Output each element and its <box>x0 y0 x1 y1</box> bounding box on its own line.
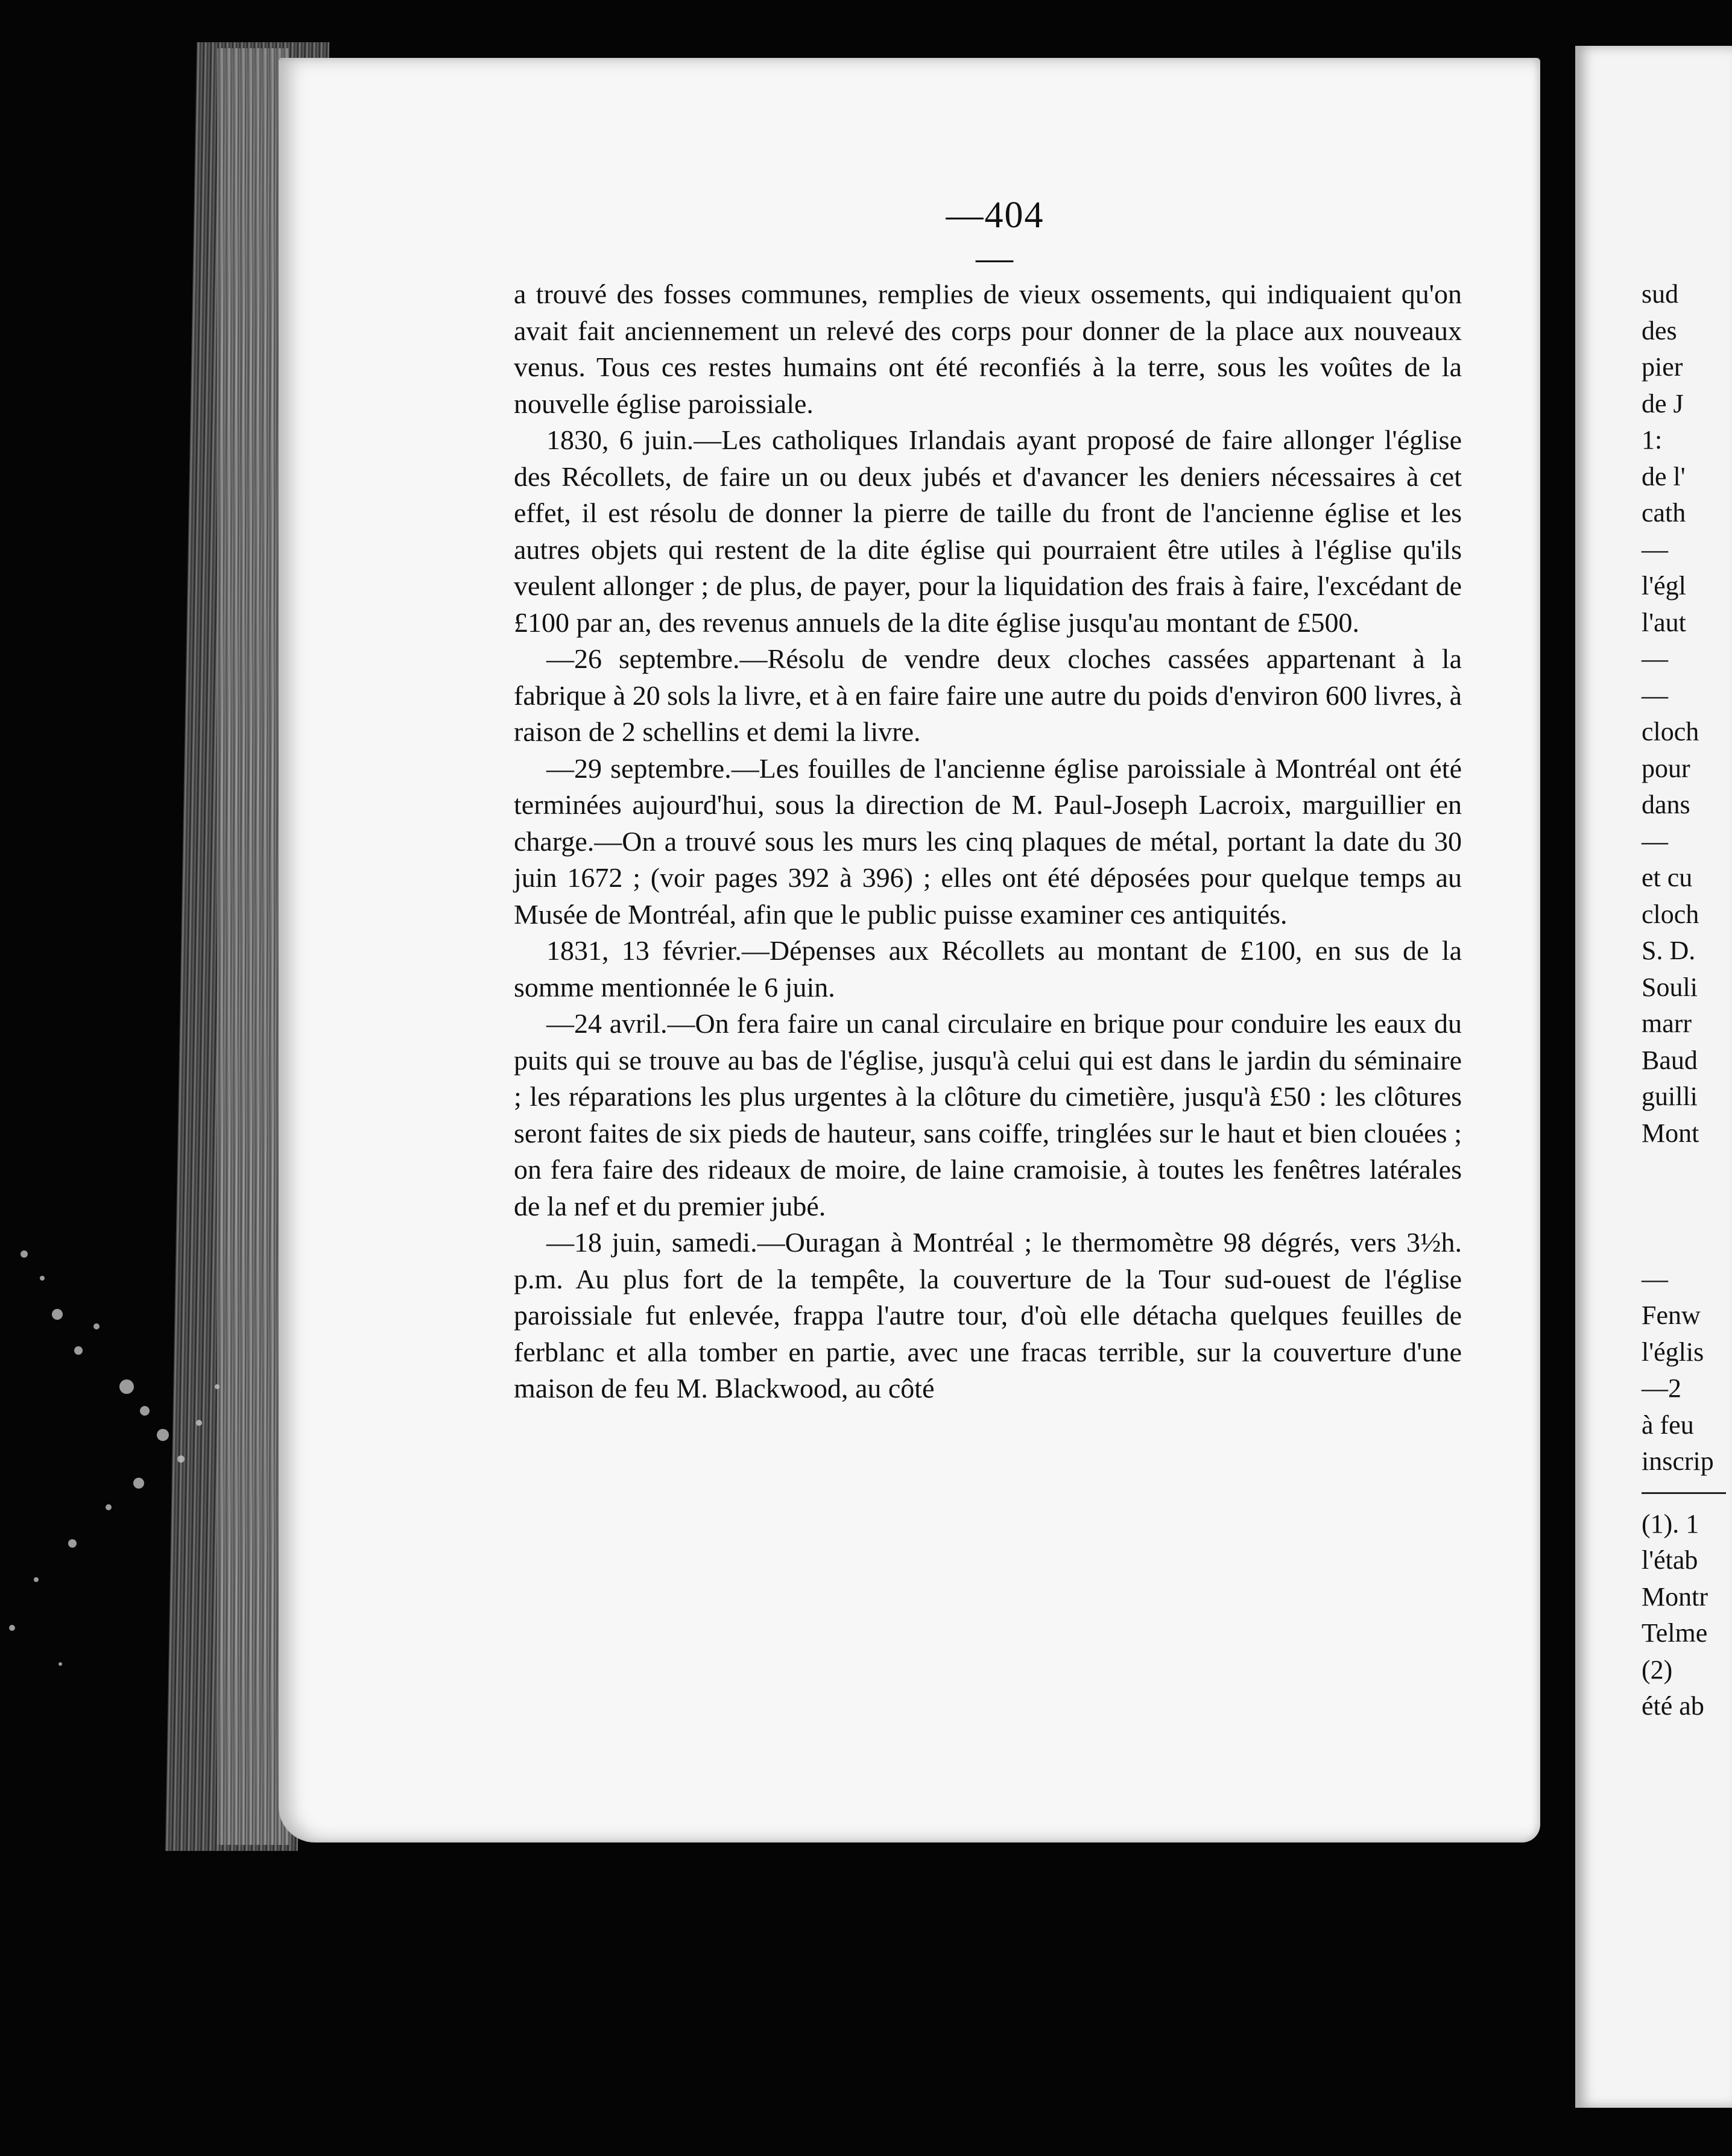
scan-noise-specks <box>0 1206 314 1748</box>
fragment-line: de J <box>1642 388 1684 418</box>
fragment-line: S. D. <box>1642 936 1696 965</box>
fragment-line: cath <box>1642 498 1686 528</box>
fragment-line: à feu <box>1642 1410 1694 1440</box>
fragment-line: et cu <box>1642 863 1693 892</box>
footnote-line: Montr <box>1642 1581 1708 1612</box>
fragment-line: Fenw <box>1642 1300 1701 1330</box>
footnote-line: l'étab <box>1642 1545 1698 1575</box>
footnote-line: (1). 1 <box>1642 1508 1699 1539</box>
fragment-line: marr <box>1642 1009 1692 1038</box>
fragment-line: de l' <box>1642 461 1686 491</box>
fragment-line: inscrip <box>1642 1446 1714 1476</box>
fragment-line: l'aut <box>1642 607 1686 637</box>
paragraph: a trouvé des fosses communes, remplies de vieux ossements, qui indiquaient qu'on avait fait anciennement un relevé des corps pour donner de la place aux nouveaux venus. Tous ces restes humains ont été reconfiés à la terre, sous les voûtes de la nouvelle église paroissiale. <box>514 279 1462 419</box>
fragment-line: Baud <box>1642 1045 1698 1075</box>
paragraph: —24 avril.—On fera faire un canal circulaire en brique pour conduire les eaux du puits qui se trouve au bas de l'église, jusqu'à celui qui est dans le jardin du séminaire ; les réparations les plus urgentes à la clôture du cimetière, jusqu'à £50 : les clôtures seront faites de six pieds de hauteur, sans coiffe, tringlées sur le haut et bien clouées ; on fera faire des rideaux de moire, de laine cramoisie, à toutes les fenêtres latérales de la nef et du premier jubé. <box>514 1008 1462 1221</box>
fragment-line: — <box>1642 680 1668 710</box>
fragment-line: cloch <box>1642 717 1699 746</box>
fragment-line: l'égl <box>1642 571 1686 600</box>
fragment-line: sud <box>1642 279 1679 309</box>
fragment-line <box>1642 1152 1703 1188</box>
fragment-line: — <box>1642 534 1668 564</box>
fragment-line: l'églis <box>1642 1337 1704 1367</box>
paragraph: 1830, 6 juin.—Les catholiques Irlandais ayant proposé de faire allonger l'église des Récollets, de faire un ou deux jubés et d'avancer les deniers nécessaires à cet effet, il est résolu de donner la pierre de taille du front de l'ancienne église et les autres objets qui restent de la dite église qui pourraient être utiles à l'église qu'ils veulent allonger ; de plus, de payer, pour la liquidation des frais à faire, l'excédant de £100 par an, des revenus annuels de la dite église jusqu'au montant de £500. <box>514 424 1462 638</box>
right-page-fragment <box>1642 276 1714 1725</box>
fragment-line: Mont <box>1642 1118 1699 1148</box>
fragment-line: cloch <box>1642 899 1699 929</box>
fragment-line <box>1642 1225 1703 1261</box>
footnote-line: (2) <box>1642 1654 1673 1685</box>
fragment-line: Souli <box>1642 972 1698 1002</box>
paragraph: —18 juin, samedi.—Ouragan à Montréal ; le thermomètre 98 dégrés, vers 3½h. p.m. Au plus fort de la tempête, la couverture de la Tour sud-ouest de l'église paroissiale fut enlevée, frappa l'autre tour, d'où elle détacha quelques feuilles de ferblanc et alla tomber en partie, avec une fracas terrible, sur la couverture d'une maison de feu M. Blackwood, au côté <box>514 1227 1462 1404</box>
footnote-line: Telme <box>1642 1618 1708 1648</box>
fragment-line: —2 <box>1642 1373 1681 1403</box>
fragment-line: guilli <box>1642 1082 1698 1111</box>
footnote-line: été ab <box>1642 1691 1704 1721</box>
fragment-line: — <box>1642 1264 1668 1294</box>
body-text <box>514 276 1462 1407</box>
fragment-line: — <box>1642 826 1668 856</box>
page-number: —404— <box>946 195 1045 279</box>
paragraph: 1831, 13 février.—Dépenses aux Récollets au montant de £100, en sus de la somme mentionnée le 6 juin. <box>514 935 1462 1003</box>
paragraph: —26 septembre.—Résolu de vendre deux cloches cassées appartenant à la fabrique à 20 sols la livre, et à en faire faire une autre du poids d'environ 600 livres, à raison de 2 schellins et demi la livre. <box>514 643 1462 747</box>
footnote-rule <box>1642 1492 1726 1494</box>
fragment-line: dans <box>1642 790 1690 819</box>
fragment-line: — <box>1642 644 1668 673</box>
fragment-line: 1: <box>1642 425 1663 455</box>
fragment-line <box>1642 1188 1703 1225</box>
fragment-line: pier <box>1642 352 1683 382</box>
fragment-line: pour <box>1642 753 1690 783</box>
paragraph: —29 septembre.—Les fouilles de l'ancienne église paroissiale à Montréal ont été terminées aujourd'hui, sous la direction de M. Paul-Joseph Lacroix, marguillier en charge.—On a trouvé sous les murs les cinq plaques de métal, portant la date du 30 juin 1672 ; (voir pages 392 à 396) ; elles ont été déposées pour quelque temps au Musée de Montréal, afin que le public puisse examiner ces antiquités. <box>514 752 1462 930</box>
fragment-line: des <box>1642 315 1677 345</box>
